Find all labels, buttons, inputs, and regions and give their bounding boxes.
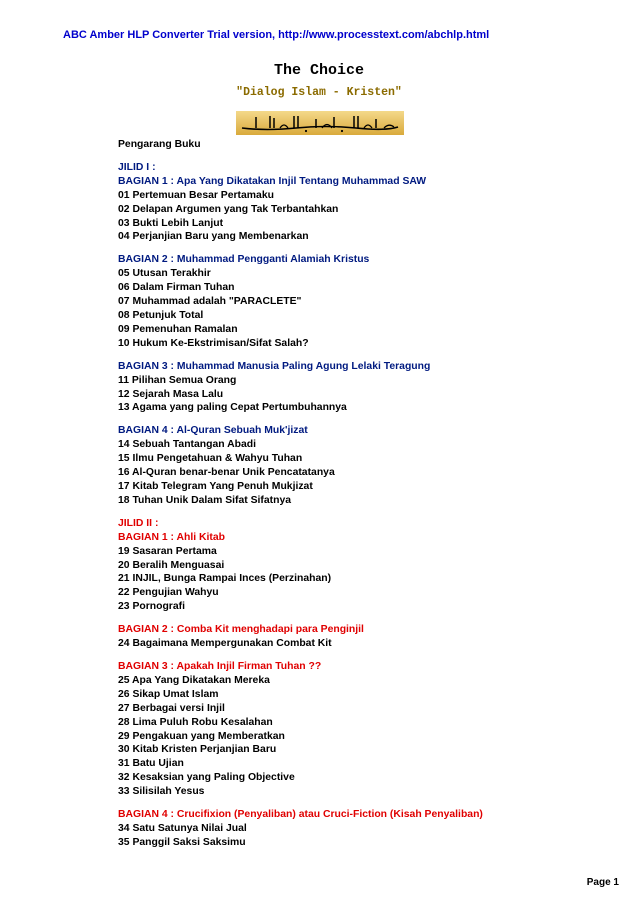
chapter-item: 23 Pornografi [118,601,185,613]
chapter-item: 28 Lima Puluh Robu Kesalahan [118,716,273,728]
chapter-item: 12 Sejarah Masa Lalu [118,388,224,400]
chapter-item: 32 Kesaksian yang Paling Objective [118,772,295,784]
chapter-item: 25 Apa Yang Dikatakan Mereka [118,674,270,686]
chapter-item: 11 Pilihan Semua Orang [118,374,237,386]
chapter-item: 15 Ilmu Pengetahuan & Wahyu Tuhan [118,453,303,465]
chapter-item: 17 Kitab Telegram Yang Penuh Mukjizat [118,480,313,492]
document-title: The Choice [273,62,364,79]
author-heading: Pengarang Buku [118,139,201,150]
chapter-item: 08 Petunjuk Total [118,309,204,321]
volume-2-label: JILID II : [118,517,159,529]
chapter-item: 16 Al-Quran benar-benar Unik Pencatatanya [118,467,335,479]
section-heading: BAGIAN 3 : Apakah Injil Firman Tuhan ?? [118,661,322,673]
document-subtitle: "Dialog Islam - Kristen" [236,86,402,99]
chapter-item: 13 Agama yang paling Cepat Pertumbuhannya [118,402,347,414]
chapter-item: 31 Batu Ujian [118,758,184,770]
chapter-item: 26 Sikap Umat Islam [118,688,219,700]
section-heading: BAGIAN 2 : Muhammad Pengganti Alamiah Kristus [118,254,370,266]
volume-1-label: JILID I : [118,161,156,173]
chapter-item: 05 Utusan Terakhir [118,268,211,280]
chapter-item: 30 Kitab Kristen Perjanjian Baru [118,744,277,756]
chapter-item: 09 Pemenuhan Ramalan [118,323,238,335]
converter-banner[interactable]: ABC Amber HLP Converter Trial version, http://www.processtext.com/abchlp.html [63,29,490,41]
section-heading: BAGIAN 4 : Al-Quran Sebuah Muk'jizat [118,425,308,437]
chapter-item: 19 Sasaran Pertama [118,545,217,557]
section-heading: BAGIAN 2 : Comba Kit menghadapi para Penginjil [118,624,364,636]
chapter-item: 04 Perjanjian Baru yang Membenarkan [118,231,309,243]
chapter-item: 03 Bukti Lebih Lanjut [118,217,224,229]
chapter-item: 14 Sebuah Tantangan Abadi [118,439,256,451]
table-of-contents [118,138,588,850]
chapter-item: 33 Silisilah Yesus [118,786,205,798]
section-heading: BAGIAN 4 : Crucifixion (Penyaliban) atau Cruci-Fiction (Kisah Penyaliban) [118,809,483,821]
chapter-item: 02 Delapan Argumen yang Tak Terbantahkan [118,203,339,215]
chapter-item: 22 Pengujian Wahyu [118,587,219,599]
chapter-item: 34 Satu Satunya Nilai Jual [118,822,247,834]
chapter-item: 24 Bagaimana Mempergunakan Combat Kit [118,638,332,650]
section-heading: BAGIAN 1 : Apa Yang Dikatakan Injil Tentang Muhammad SAW [118,175,427,187]
chapter-item: 21 INJIL, Bunga Rampai Inces (Perzinahan) [118,573,332,585]
chapter-item: 18 Tuhan Unik Dalam Sifat Sifatnya [118,494,292,506]
chapter-item: 06 Dalam Firman Tuhan [118,282,235,294]
chapter-item: 20 Beralih Menguasai [118,559,225,571]
chapter-item: 29 Pengakuan yang Memberatkan [118,730,285,742]
chapter-item: 01 Pertemuan Besar Pertamaku [118,189,274,201]
page-number: Page 1 [586,877,619,888]
chapter-item: 07 Muhammad adalah "PARACLETE" [118,296,302,308]
section-heading: BAGIAN 1 : Ahli Kitab [118,531,225,543]
section-heading: BAGIAN 3 : Muhammad Manusia Paling Agung Lelaki Teragung [118,360,431,372]
basmala-calligraphy-logo [236,111,404,135]
chapter-item: 10 Hukum Ke-Ekstrimisan/Sifat Salah? [118,337,309,349]
chapter-item: 35 Panggil Saksi Saksimu [118,836,246,848]
chapter-item: 27 Berbagai versi Injil [118,702,225,714]
